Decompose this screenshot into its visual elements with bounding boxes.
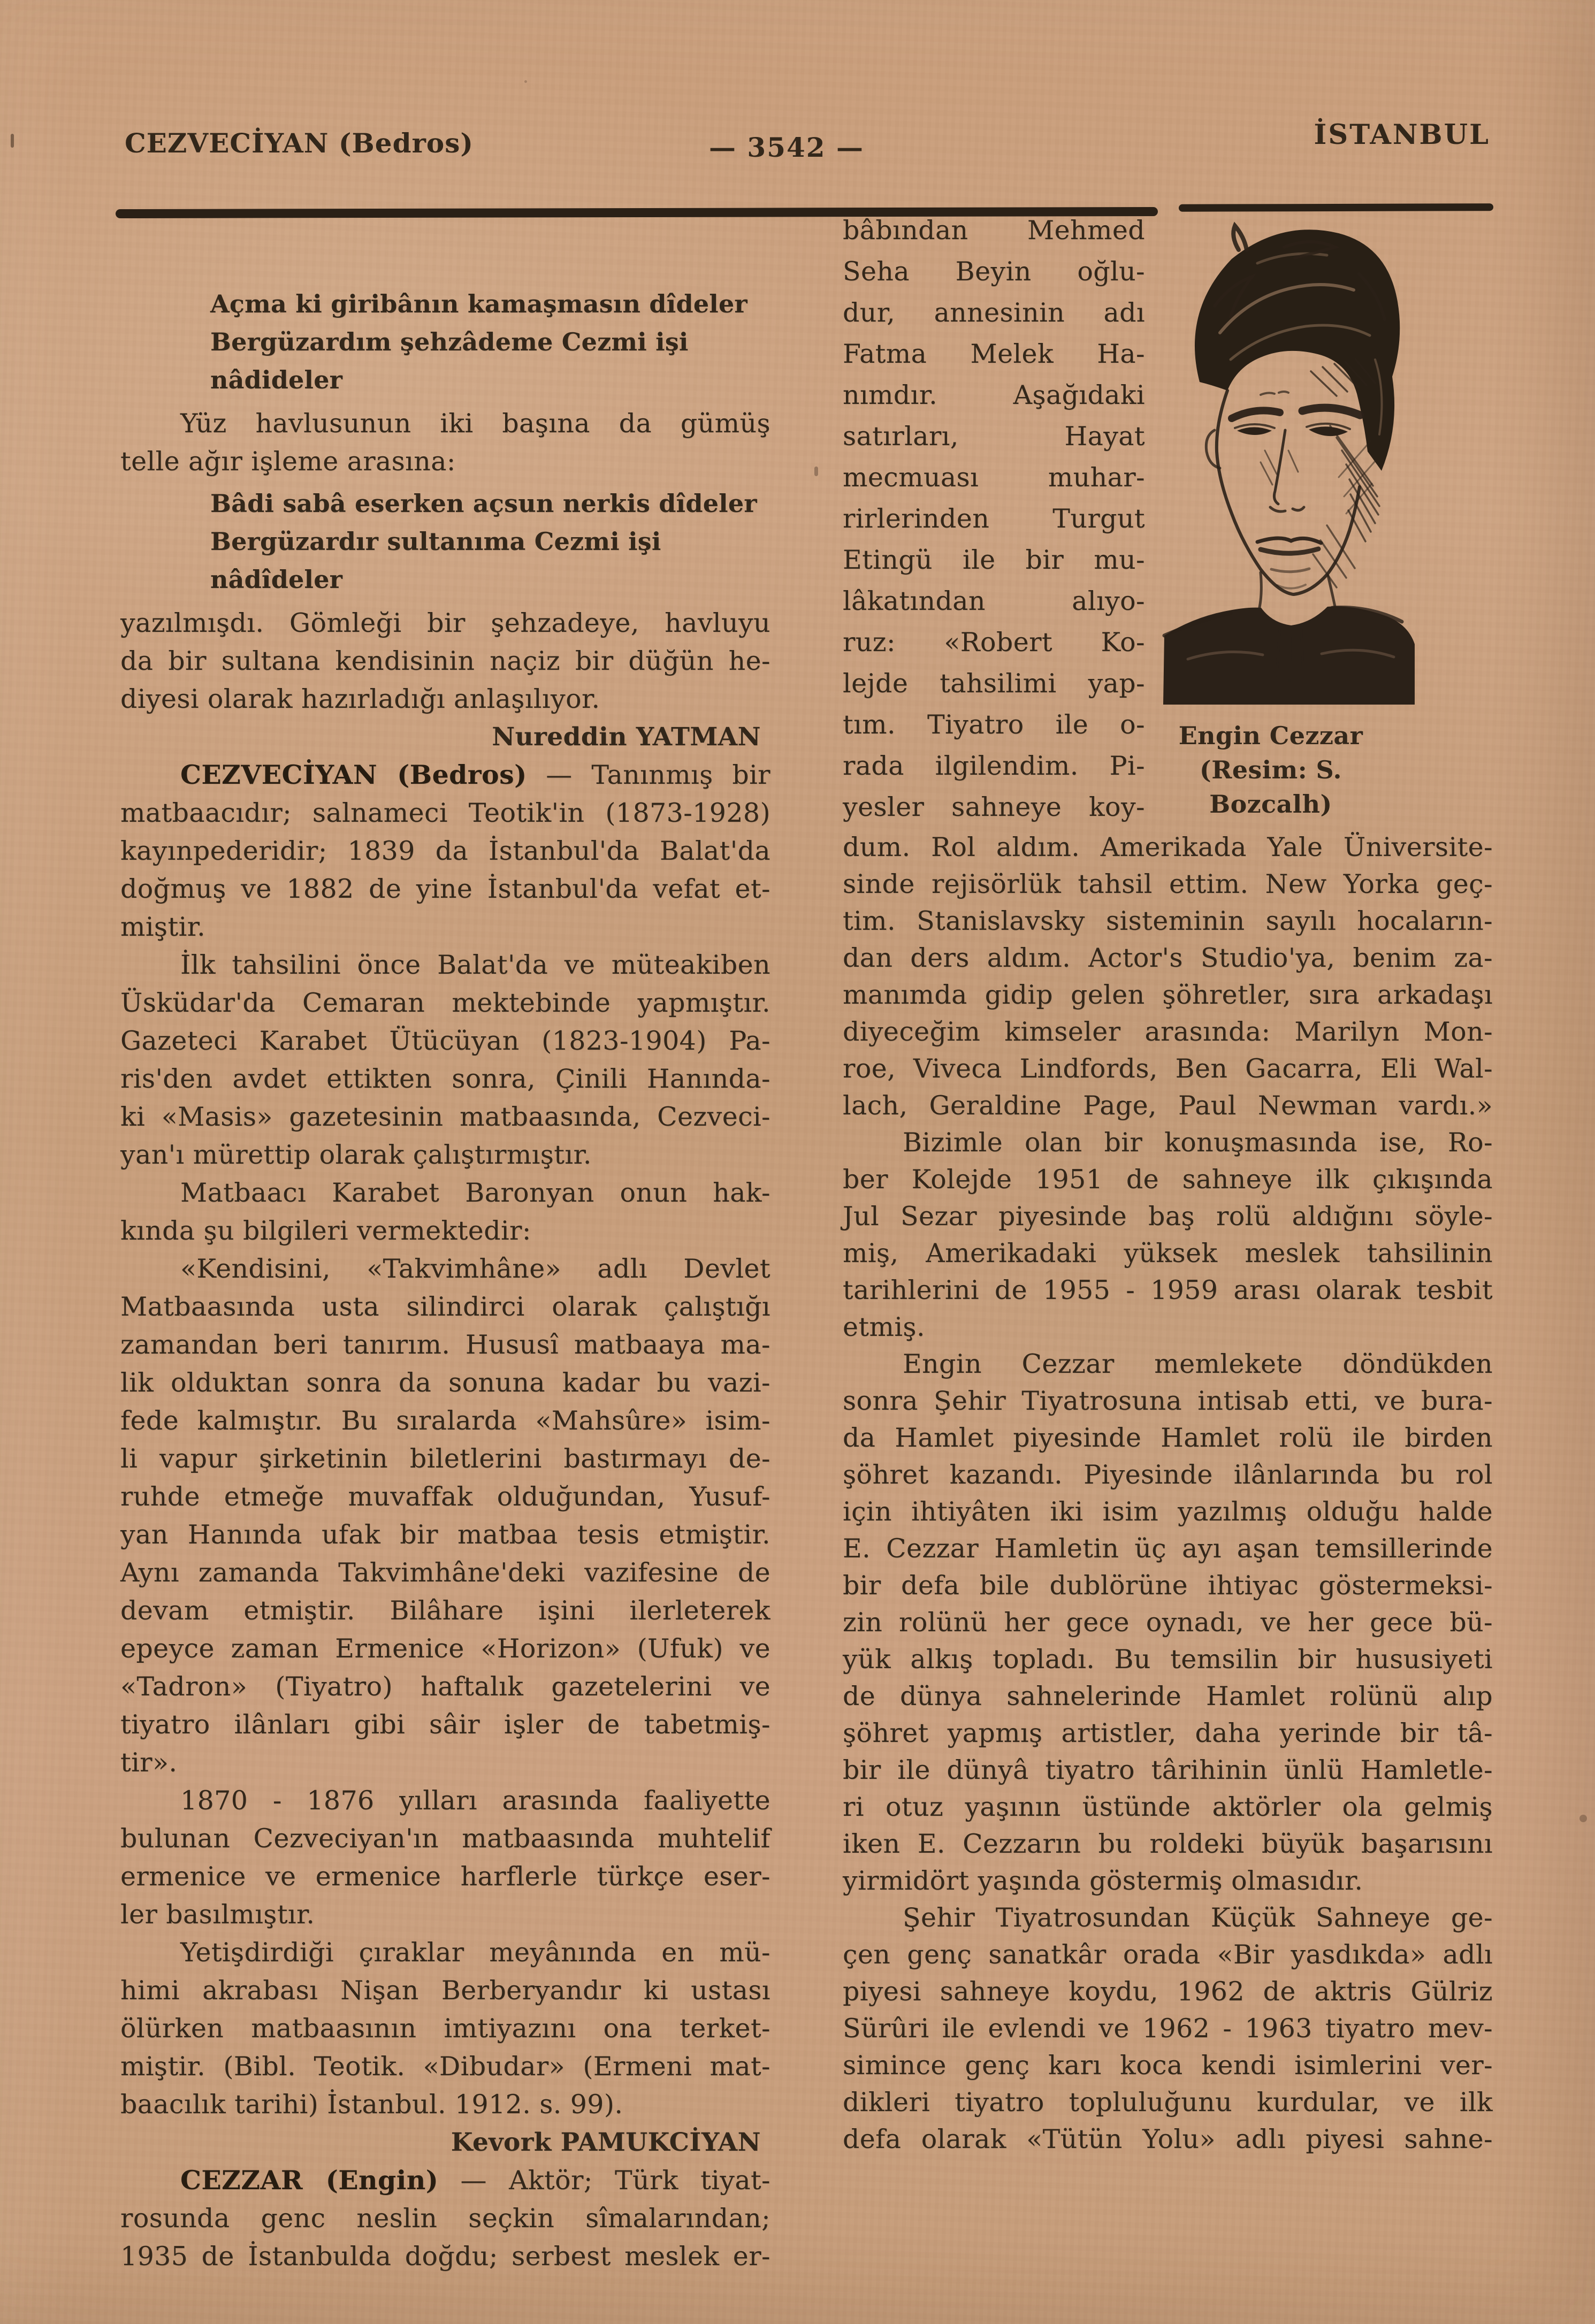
text-line: telle ağır işleme arasına:	[120, 446, 456, 477]
right-column-top	[843, 210, 1493, 829]
header-entry-title: CEZVECİYAN (Bedros)	[125, 127, 474, 159]
text-line: yesler sahneye koy-	[843, 792, 1145, 822]
text-line: tim. Stanislavsky sisteminin sayılı hocaların-	[843, 906, 1493, 936]
text-line: piyesi sahneye koydu, 1962 de aktris Gülriz	[843, 1976, 1493, 2007]
text-line: 1870 - 1876 yılları arasında faaliyette	[180, 1785, 770, 1816]
text-line: şöhret yapmış artistler, daha yerinde bir tâ-	[843, 1718, 1493, 1748]
text-line: li vapur şirketinin biletlerini bastırmayı de-	[120, 1443, 770, 1474]
text-line: zin rolünü her gece oynadı, ve her gece bü-	[843, 1607, 1493, 1638]
text-line: sonra Şehir Tiyatrosuna intisab etti, ve bura-	[843, 1386, 1493, 1416]
text-line: kayınpederidir; 1839 da İstanbul'da Balat'da	[120, 836, 770, 866]
paper-speck	[524, 80, 527, 83]
right-column	[843, 210, 1493, 2158]
text-line: yan'ı mürettip olarak çalıştırmıştır.	[120, 1140, 592, 1170]
verse-line: Bergüzardır sultanıma Cezmi işi nâdîdeler	[210, 527, 661, 594]
text-line: ruhde etmeğe muvaffak olduğundan, Yusuf-	[120, 1481, 770, 1512]
paper-speck	[11, 134, 14, 148]
para-block	[120, 1933, 770, 2123]
text-line: dum. Rol aldım. Amerikada Yale Üniversite-	[843, 832, 1493, 862]
portrait-figure	[1145, 199, 1434, 821]
signature-line: Kevork PAMUKCİYAN	[451, 2128, 761, 2157]
para-block	[120, 404, 770, 480]
text-line: da Hamlet piyesinde Hamlet rolü ile birden	[843, 1423, 1493, 1453]
text-line: nımdır. Aşağıdaki	[843, 380, 1145, 410]
para-block	[120, 756, 770, 946]
text-line: lik olduktan sonra da sonuna kadar bu vazi-	[120, 1367, 770, 1398]
text-line: CEZVECİYAN (Bedros) — Tanınmış bir	[180, 759, 770, 790]
text-line: devam etmiştir. Bilâhare işini ilerleterek	[120, 1595, 770, 1626]
text-line: Seha Beyin oğlu-	[843, 256, 1145, 287]
text-line: miştir. (Bibl. Teotik. «Dibudar» (Ermeni mat-	[120, 2051, 770, 2082]
signature-line: Nureddin YATMAN	[492, 722, 761, 752]
text-line: lach, Geraldine Page, Paul Newman vardı.»	[843, 1090, 1493, 1121]
text-line: fede kalmıştır. Bu sıralarda «Mahsûre» isim-	[120, 1405, 770, 1436]
text-line: Gazeteci Karabet Ütücüyan (1823-1904) Pa-	[120, 1026, 770, 1056]
text-line: da bir sultana kendisinin naçiz bir düğün he-	[120, 646, 770, 676]
paper-speck	[814, 467, 818, 476]
text-line: dikleri tiyatro topluluğunu kurdular, ve ilk	[843, 2087, 1493, 2117]
text-line: satırları, Hayat	[843, 421, 1145, 452]
paper-speck	[1311, 1113, 1314, 1116]
text-line: bir ile dünyâ tiyatro târihinin ünlü Hamletle-	[843, 1755, 1493, 1785]
text-line: çen genç sanatkâr orada «Bir yasdıkda» adlı	[843, 1939, 1493, 1970]
text-line: için ihtiyâten iki isim yazılmış olduğu halde	[843, 1496, 1493, 1527]
para-block	[843, 210, 1145, 828]
text-line: sinde rejisörlük tahsil ettim. New Yorka geç-	[843, 869, 1493, 899]
para-block	[120, 2161, 770, 2275]
sig-block	[120, 718, 770, 756]
text-line: defa olarak «Tütün Yolu» adlı piyesi sahne-	[843, 2124, 1493, 2154]
text-line: himi akrabası Nişan Berberyandır ki ustası	[120, 1975, 770, 2006]
text-line: ruz: «Robert Ko-	[843, 627, 1145, 658]
portrait-caption-credit: (Resim: S. Bozcalh)	[1200, 755, 1342, 819]
text-line: diyesi olarak hazırladığı anlaşılıyor.	[120, 684, 600, 714]
verse-line: Açma ki giribânın kamaşmasın dîdeler	[210, 289, 747, 318]
text-line: tiyatro ilânları gibi sâir işler de tabetmiş-	[120, 1709, 770, 1740]
text-line: ermenice ve ermenice harflerle türkçe eser-	[120, 1861, 770, 1892]
intro-narrow-text	[843, 210, 1145, 828]
text-line: tir».	[120, 1747, 178, 1778]
text-line: rosunda genc neslin seçkin sîmalarından;	[120, 2203, 770, 2234]
paper-speck	[1579, 1815, 1587, 1822]
text-line: Sürûri ile evlendi ve 1962 - 1963 tiyatro mev-	[843, 2013, 1493, 2044]
text-line: ri otuz yaşının üstünde aktörler ola gelmiş	[843, 1792, 1493, 1822]
text-line: İlk tahsilini önce Balat'da ve müteakiben	[180, 950, 770, 980]
verse-line: Bâdi sabâ eserken açsun nerkis dîdeler	[210, 489, 757, 518]
text-line: Şehir Tiyatrosundan Küçük Sahneye ge-	[903, 1902, 1493, 1933]
text-line: rirlerinden Turgut	[843, 503, 1145, 534]
text-line: Matbaasında usta silindirci olarak çalıştığı	[120, 1291, 770, 1322]
text-line: 1935 de İstanbulda doğdu; serbest meslek er-	[120, 2241, 770, 2272]
text-line: dan ders aldım. Actor's Studio'ya, benim za-	[843, 943, 1493, 973]
para-block	[120, 946, 770, 1174]
text-line: ris'den avdet ettikten sonra, Çinili Hanında-	[120, 1064, 770, 1094]
text-line: Fatma Melek Ha-	[843, 339, 1145, 369]
text-line: rada ilgilendim. Pi-	[843, 751, 1145, 781]
verse-block	[120, 485, 770, 599]
text-line: bâbından Mehmed	[843, 215, 1145, 246]
para-block	[843, 1124, 1493, 1346]
right-column-body	[843, 829, 1493, 2158]
text-line: Etingü ile bir mu-	[843, 545, 1145, 575]
text-line: Aynı zamanda Takvimhâne'deki vazifesine de	[120, 1557, 770, 1588]
left-column	[120, 281, 770, 2275]
portrait-caption-name: Engin Cezzar	[1178, 721, 1363, 750]
text-line: ölürken matbaasının imtiyazını ona terket-	[120, 2013, 770, 2044]
para-block	[120, 1174, 770, 1250]
text-line: diyeceğim kimseler arasında: Marilyn Mon-	[843, 1016, 1493, 1047]
text-line: matbaacıdır; salnameci Teotik'in (1873-1928)	[120, 798, 770, 828]
text-line: epeyce zaman Ermenice «Horizon» (Ufuk) ve	[120, 1633, 770, 1664]
text-line: miştir.	[120, 912, 206, 942]
text-line: ler basılmıştır.	[120, 1899, 315, 1930]
text-line: Yetişdirdiği çıraklar meyânında en mü-	[180, 1937, 770, 1968]
text-line: etmiş.	[843, 1312, 925, 1342]
text-line: E. Cezzar Hamletin üç ayı aşan temsillerinde	[843, 1533, 1493, 1564]
text-line: mecmuası muhar-	[843, 462, 1145, 493]
text-line: kında şu bilgileri vermektedir:	[120, 1215, 531, 1246]
text-line: simince genç karı koca kendi isimlerini ver-	[843, 2050, 1493, 2081]
text-line: yan Hanında ufak bir matbaa tesis etmiştir.	[120, 1519, 770, 1550]
text-line: Üsküdar'da Cemaran mektebinde yapmıştır.	[120, 988, 770, 1018]
text-line: «Kendisini, «Takvimhâne» adlı Devlet	[180, 1253, 770, 1284]
para-block	[120, 604, 770, 718]
text-line: bir defa bile dublörüne ihtiyac göstermeksi-	[843, 1570, 1493, 1601]
text-line: Bizimle olan bir konuşmasında ise, Ro-	[903, 1127, 1493, 1158]
text-line: bulunan Cezveciyan'ın matbaasında muhtelif	[120, 1823, 770, 1854]
header-section-title: İSTANBUL	[1314, 119, 1490, 151]
text-line: manımda gidip gelen şöhretler, sıra arkadaşı	[843, 980, 1493, 1010]
text-line: lâkatından alıyo-	[843, 586, 1145, 616]
text-line: de dünya sahnelerinde Hamlet rolünü alıp	[843, 1681, 1493, 1711]
text-line: şöhret kazandı. Piyesinde ilânlarında bu rol	[843, 1459, 1493, 1490]
text-line: iken E. Cezzarın bu roldeki büyük başarısını	[843, 1829, 1493, 1859]
text-line: Jul Sezar piyesinde baş rolü aldığını söyle-	[843, 1201, 1493, 1232]
text-line: yirmidört yaşında göstermiş olmasıdır.	[843, 1866, 1363, 1896]
text-line: dur, annesinin adı	[843, 297, 1145, 328]
text-line: roe, Viveca Lindfords, Ben Gacarra, Eli Wal-	[843, 1053, 1493, 1084]
text-line: lejde tahsilimi yap-	[843, 668, 1145, 699]
portrait-sketch	[1150, 199, 1429, 705]
verse-block	[120, 285, 770, 399]
text-line: Matbaacı Karabet Baronyan onun hak-	[180, 1178, 770, 1208]
para-block	[843, 1899, 1493, 2158]
text-line: yazılmışdı. Gömleği bir şehzadeye, havluyu	[120, 608, 770, 638]
text-line: CEZZAR (Engin) — Aktör; Türk tiyat-	[180, 2165, 770, 2196]
para-block	[120, 1250, 770, 1782]
para-block	[843, 829, 1493, 1124]
text-line: zamandan beri tanırım. Hususî matbaaya ma-	[120, 1329, 770, 1360]
header-page-number: — 3542 —	[709, 132, 864, 163]
text-line: «Tadron» (Tiyatro) haftalık gazetelerini ve	[120, 1671, 770, 1702]
portrait-caption	[1145, 718, 1434, 821]
sig-block	[120, 2123, 770, 2161]
text-line: baacılık tarihi) İstanbul. 1912. s. 99).	[120, 2089, 623, 2120]
text-line: ber Kolejde 1951 de sahneye ilk çıkışında	[843, 1164, 1493, 1195]
verse-line: Bergüzardım şehzâdeme Cezmi işi nâdideler	[210, 327, 689, 394]
text-line: tarihlerini de 1955 - 1959 arası olarak tesbit	[843, 1275, 1493, 1305]
text-line: ki «Masis» gazetesinin matbaasında, Cezveci-	[120, 1102, 770, 1132]
text-line: doğmuş ve 1882 de yine İstanbul'da vefat et-	[120, 874, 770, 904]
text-line: Yüz havlusunun iki başına da gümüş	[180, 408, 770, 439]
para-block	[120, 1782, 770, 1933]
text-line: miş, Amerikadaki yüksek meslek tahsilinin	[843, 1238, 1493, 1268]
text-line: yük alkış topladı. Bu temsilin bir hususiyeti	[843, 1644, 1493, 1675]
text-line: tım. Tiyatro ile o-	[843, 709, 1145, 740]
para-block	[843, 1346, 1493, 1899]
text-line: Engin Cezzar memlekete döndükden	[903, 1349, 1493, 1379]
